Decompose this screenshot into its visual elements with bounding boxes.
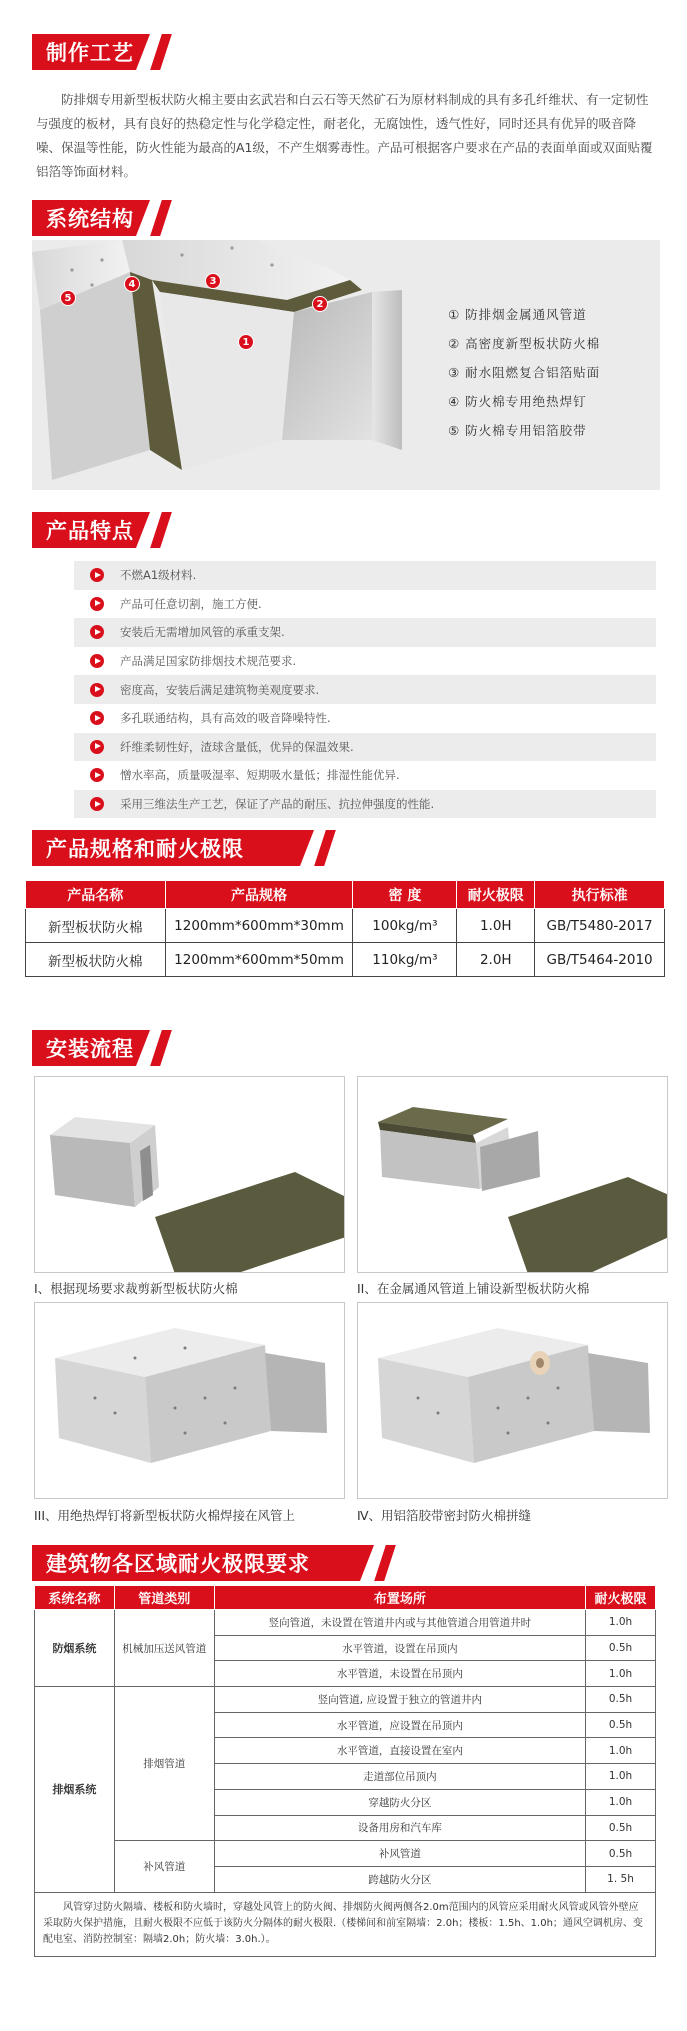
feature-item: 产品满足国家防排烟技术规范要求.	[74, 647, 656, 676]
section-title: 系统结构	[46, 207, 134, 231]
column-header: 系统名称	[35, 1586, 115, 1610]
table-cell: 1200mm*600mm*30mm	[165, 909, 353, 943]
rating-cell: 0.5h	[586, 1687, 656, 1713]
install-step-2-image	[357, 1076, 668, 1273]
table-row	[35, 1687, 656, 1713]
install-step-4-image	[357, 1302, 668, 1499]
table-note-row	[35, 1892, 656, 1956]
location-cell: 水平管道，未设置在吊顶内	[214, 1661, 585, 1687]
section-title: 产品特点	[46, 519, 134, 543]
feature-item: 密度高，安装后满足建筑物美观度要求.	[74, 675, 656, 704]
bullet-icon	[90, 740, 104, 754]
table-cell: 110kg/m³	[353, 943, 457, 977]
feature-list	[74, 561, 656, 818]
spec-table	[25, 880, 665, 977]
section-header-features	[32, 512, 134, 548]
bullet-icon	[90, 683, 104, 697]
column-header: 执行标准	[535, 881, 665, 909]
marker-5: 5	[60, 290, 76, 306]
location-cell: 穿越防火分区	[214, 1789, 585, 1815]
install-step-1-image	[34, 1076, 345, 1273]
table-cell: 100kg/m³	[353, 909, 457, 943]
column-header: 管道类别	[114, 1586, 214, 1610]
system-cell: 防烟系统	[35, 1610, 115, 1687]
feature-item: 憎水率高，质量吸湿率、短期吸水量低；排湿性能优异.	[74, 761, 656, 790]
location-cell: 走道部位吊顶内	[214, 1764, 585, 1790]
bullet-icon	[90, 797, 104, 811]
feature-item: 纤维柔韧性好，渣球含量低，优异的保温效果.	[74, 733, 656, 762]
bullet-icon	[90, 568, 104, 582]
section-header-install	[32, 1030, 134, 1066]
table-cell: 新型板状防火棉	[26, 943, 166, 977]
section-title: 制作工艺	[46, 41, 134, 65]
category-cell: 机械加压送风管道	[114, 1610, 214, 1687]
section-title: 产品规格和耐火极限	[46, 837, 244, 861]
install-step-3-caption: III、用绝热焊钉将新型板状防火棉焊接在风管上	[34, 1508, 296, 1523]
table-note: 风管穿过防火隔墙、楼板和防火墙时，穿越处风管上的防火阀、排烟防火阀两侧各2.0m范围内的风管应采用耐火风管或风管外壁应采取防火保护措施，且耐火极限不应低于该防火分隔体的耐火极限.（楼梯间和前室隔墙：2.0h；楼板：1.5h、1.0h；通风空调机房、变配电室、消防控制室：隔墙2.0h；防火墙：3.0h.）。	[35, 1892, 656, 1956]
rating-cell: 1.0h	[586, 1789, 656, 1815]
craft-description: 防排烟专用新型板状防火棉主要由玄武岩和白云石等天然矿石为原材料制成的具有多孔纤维状、有一定韧性与强度的板材，具有良好的热稳定性与化学稳定性，耐老化，无腐蚀性，透气性好，同时还具有优异的吸音降噪、保温等性能，防火性能为最高的A1级，不产生烟雾毒性。产品可根据客户要求在产品的表面单面或双面贴覆铝箔等饰面材料。	[36, 92, 653, 179]
bullet-icon	[90, 711, 104, 725]
legend-item: ① 防排烟金属通风管道	[448, 307, 587, 322]
rating-cell: 1. 5h	[586, 1866, 656, 1892]
table-header-row	[35, 1586, 656, 1610]
location-cell: 水平管道，直接设置在室内	[214, 1738, 585, 1764]
location-cell: 跨越防火分区	[214, 1866, 585, 1892]
install-step-1-caption: I、根据现场要求裁剪新型板状防火棉	[34, 1281, 238, 1296]
location-cell: 补风管道	[214, 1841, 585, 1867]
legend-item: ② 高密度新型板状防火棉	[448, 336, 601, 351]
install-step-4-caption: Ⅳ、用铝箔胶带密封防火棉拼缝	[357, 1508, 532, 1523]
table-row	[26, 943, 665, 977]
rating-cell: 0.5h	[586, 1841, 656, 1867]
rating-cell: 1.0h	[586, 1738, 656, 1764]
feature-item: 不燃A1级材料.	[74, 561, 656, 590]
column-header: 布置场所	[214, 1586, 585, 1610]
section-title: 建筑物各区域耐火极限要求	[46, 1552, 310, 1576]
bullet-icon	[90, 654, 104, 668]
column-header: 产品规格	[165, 881, 353, 909]
location-cell: 水平管道，设置在吊顶内	[214, 1635, 585, 1661]
column-header: 产品名称	[26, 881, 166, 909]
bullet-icon	[90, 768, 104, 782]
table-row	[35, 1841, 656, 1867]
table-cell: 1200mm*600mm*50mm	[165, 943, 353, 977]
rating-cell: 0.5h	[586, 1712, 656, 1738]
feature-item: 多孔联通结构，具有高效的吸音降噪特性.	[74, 704, 656, 733]
marker-4: 4	[124, 276, 140, 292]
table-cell: 新型板状防火棉	[26, 909, 166, 943]
install-step-3-image	[34, 1302, 345, 1499]
section-header-structure	[32, 200, 134, 236]
legend-item: ④ 防火棉专用绝热焊钉	[448, 394, 587, 409]
rating-cell: 0.5h	[586, 1635, 656, 1661]
marker-1: 1	[238, 334, 254, 350]
category-cell: 排烟管道	[114, 1687, 214, 1841]
table-cell: 2.0H	[457, 943, 535, 977]
feature-item: 采用三维法生产工艺，保证了产品的耐压、抗拉伸强度的性能.	[74, 790, 656, 819]
column-header: 耐火极限	[457, 881, 535, 909]
table-cell: 1.0H	[457, 909, 535, 943]
legend-item: ③ 耐水阻燃复合铝箔贴面	[448, 365, 601, 380]
table-cell: GB/T5480-2017	[535, 909, 665, 943]
fire-rating-table	[34, 1585, 656, 1957]
feature-item: 安装后无需增加风管的承重支架.	[74, 618, 656, 647]
table-cell: GB/T5464-2010	[535, 943, 665, 977]
table-header-row	[26, 881, 665, 909]
column-header: 耐火极限	[586, 1586, 656, 1610]
category-cell: 补风管道	[114, 1841, 214, 1892]
rating-cell: 1.0h	[586, 1764, 656, 1790]
location-cell: 竖向管道，未设置在管道井内或与其他管道合用管道井时	[214, 1610, 585, 1636]
column-header: 密 度	[353, 881, 457, 909]
section-header-fire	[32, 1545, 310, 1581]
rating-cell: 1.0h	[586, 1661, 656, 1687]
system-cell: 排烟系统	[35, 1687, 115, 1893]
section-header-craft	[32, 34, 134, 70]
bullet-icon	[90, 625, 104, 639]
rating-cell: 1.0h	[586, 1610, 656, 1636]
section-header-spec	[32, 830, 244, 866]
structure-legend	[448, 300, 668, 445]
table-row	[26, 909, 665, 943]
location-cell: 竖向管道, 应设置于独立的管道井内	[214, 1687, 585, 1713]
marker-3: 3	[205, 273, 221, 289]
marker-2: 2	[312, 296, 328, 312]
location-cell: 水平管道，应设置在吊顶内	[214, 1712, 585, 1738]
location-cell: 设备用房和汽车库	[214, 1815, 585, 1841]
install-step-2-caption: II、在金属通风管道上铺设新型板状防火棉	[357, 1281, 590, 1296]
feature-item: 产品可任意切割，施工方便.	[74, 590, 656, 619]
bullet-icon	[90, 597, 104, 611]
rating-cell: 0.5h	[586, 1815, 656, 1841]
legend-item: ⑤ 防火棉专用铝箔胶带	[448, 423, 587, 438]
section-title: 安装流程	[46, 1037, 134, 1061]
table-row	[35, 1610, 656, 1636]
